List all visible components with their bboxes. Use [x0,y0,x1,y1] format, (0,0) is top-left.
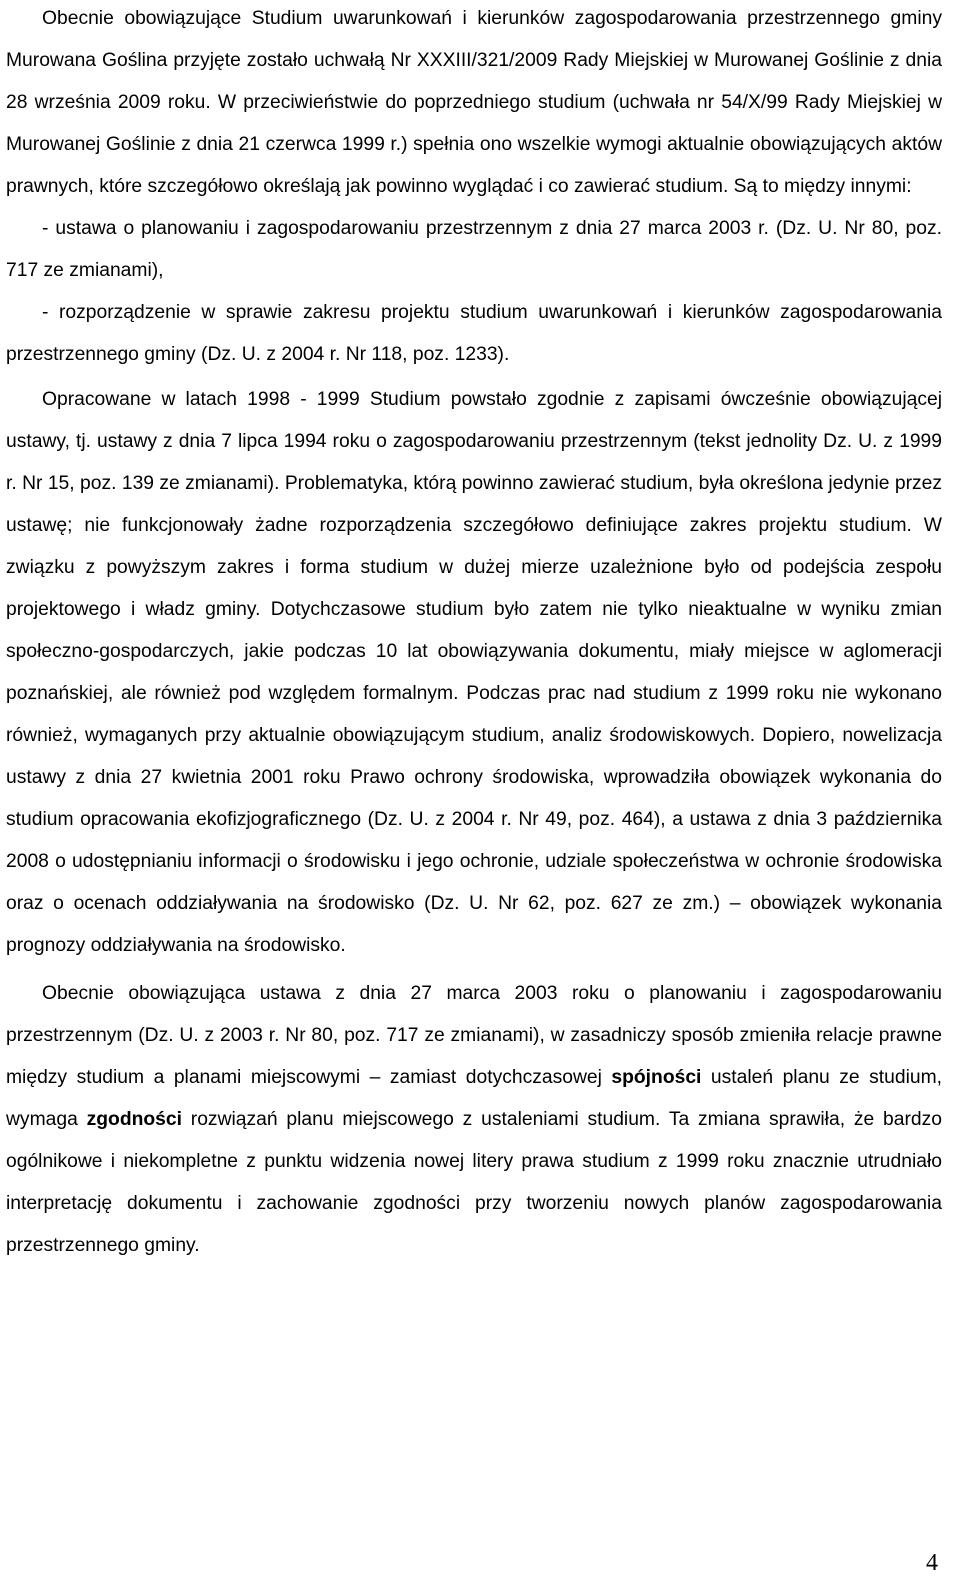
list-item-ustawa: - ustawa o planowaniu i zagospodarowaniu przestrzennym z dnia 27 marca 2003 r. (Dz. U. Nr 80, poz. 717 ze zmianami), [6,218,942,281]
text-segment: rozwiązań planu miejscowego z ustaleniami studium. Ta zmiana sprawiła, że bardzo ogólnikowe i niekompletne z punktu widzenia nowej litery prawa studium z 1999 roku znacznie utrudniało interpretację dokumentu i zachowanie zgodności przy tworzeniu nowych planów zagospodarowania przestrzennego gminy. [6,1109,943,1256]
bold-term-zgodnosci: zgodności [86,1109,182,1130]
paragraph-history: Opracowane w latach 1998 - 1999 Studium powstało zgodnie z zapisami ówcześnie obowiązującej ustawy, tj. ustawy z dnia 7 lipca 1994 roku o zagospodarowaniu przestrzennym (tekst jednolity Dz. U. z 1999 r. Nr 15, poz. 139 ze zmianami). Problematyka, którą powinno zawierać studium, była określona jedynie przez ustawę; nie funkcjonowały żadne rozporządzenia szczegółowo definiujące zakres projektu studium. W związku z powyższym zakres i forma studium w dużej mierze uzależnione było od podejścia zespołu projektowego i władz gminy. Dotychczasowe studium było zatem nie tylko nieaktualne w wyniku zmian społeczno-gospodarczych, jakie podczas 10 lat obowiązywania dokumentu, miały miejsce w aglomeracji poznańskiej, ale również pod względem formalnym. Podczas prac nad studium z 1999 roku nie wykonano również, wymaganych przy aktualnie obowiązującym studium, analiz środowiskowych. Dopiero, nowelizacja ustawy z dnia 27 kwietnia 2001 roku Prawo ochrony środowiska, wprowadziła obowiązek wykonania do studium opracowania ekofizjograficznego (Dz. U. z 2004 r. Nr 49, poz. 464), a ustawa z dnia 3 października 2008 o udostępnianiu informacji o środowisku i jego ochronie, udziale społeczeństwa w ochronie środowiska oraz o ocenach oddziaływania na środowisko (Dz. U. Nr 62, poz. 627 ze zm.) – obowiązek wykonania prognozy oddziaływania na środowisko. [6,389,942,956]
paragraph-current-law [6,973,942,1267]
text-segment: Obecnie obowiązująca ustawa z dnia 27 marca 2003 roku o planowaniu i zagospodarowaniu przestrzennym (Dz. U. z 2003 r. Nr 80, poz. 717 ze zmianami), w zasadniczy sposób zmieniła relacje prawne między studium a planami miejscowymi – zamiast dotychczasowej [6,983,942,1088]
paragraph-intro: Obecnie obowiązujące Studium uwarunkowań i kierunków zagospodarowania przestrzennego gminy Murowana Goślina przyjęte zostało uchwałą Nr XXXIII/321/2009 Rady Miejskiej w Murowanej Goślinie z dnia 28 września 2009 roku. W przeciwieństwie do poprzedniego studium (uchwała nr 54/X/99 Rady Miejskiej w Murowanej Goślinie z dnia 21 czerwca 1999 r.) spełnia ono wszelkie wymogi aktualnie obowiązujących aktów prawnych, które szczegółowo określają jak powinno wyglądać i co zawierać studium. Są to między innymi: [6,8,942,197]
document-body [6,0,942,1267]
text-segment: ustaleń planu ze studium, wymaga [6,1067,943,1130]
list-item-rozporzadzenie: - rozporządzenie w sprawie zakresu projektu studium uwarunkowań i kierunków zagospodarowania przestrzennego gminy (Dz. U. z 2004 r. Nr 118, poz. 1233). [6,302,942,365]
bold-term-spojnosci: spójności [611,1067,702,1088]
page-number: 4 [926,1550,938,1576]
